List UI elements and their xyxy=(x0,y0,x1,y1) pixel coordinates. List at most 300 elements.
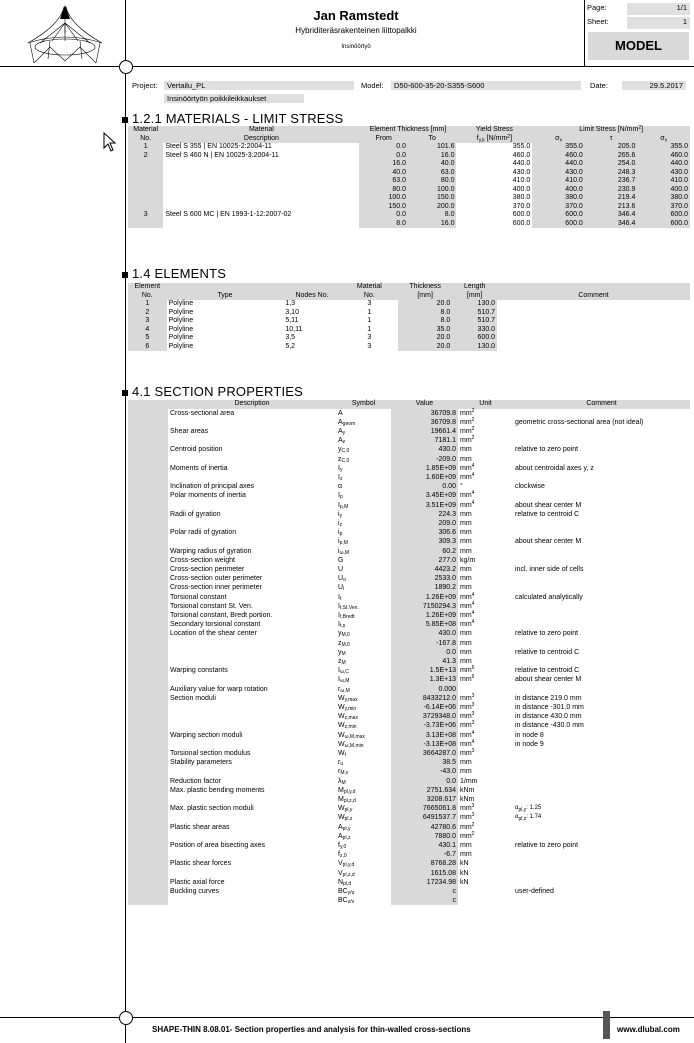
mouse-cursor-icon xyxy=(103,132,117,152)
property-description: Cross-section perimeter xyxy=(170,565,245,573)
date-value-wrap xyxy=(622,81,686,90)
property-comment xyxy=(513,850,690,859)
property-description: Location of the shear center xyxy=(170,630,257,638)
property-comment-sub: pl,z xyxy=(518,816,527,823)
property-value: 1.3E+13 xyxy=(391,675,458,684)
property-symbol xyxy=(336,666,391,675)
property-value: -6.7 xyxy=(391,850,458,859)
property-unit-base: mm xyxy=(460,648,472,656)
property-symbol-sub: M,0 xyxy=(341,641,350,648)
material-description xyxy=(163,194,359,203)
property-description xyxy=(168,648,336,657)
property-gutter xyxy=(128,648,168,657)
property-comment xyxy=(513,602,690,611)
el-col-mat-no: No. xyxy=(341,292,398,301)
property-value: -6.14E+06 xyxy=(391,703,458,712)
property-unit xyxy=(458,675,513,684)
sp-col-symbol: Symbol xyxy=(336,400,391,409)
thickness-from: 0.0 xyxy=(359,143,408,152)
property-description xyxy=(168,455,336,464)
property-row xyxy=(128,721,690,730)
limit-tau: 213.6 xyxy=(585,203,638,212)
property-gutter xyxy=(128,813,168,822)
material-description: Steel S 460 N | EN 10025-3:2004-11 xyxy=(165,151,279,159)
property-symbol xyxy=(336,602,391,611)
property-symbol-base: BC xyxy=(338,888,348,896)
property-description: Reduction factor xyxy=(170,777,221,785)
property-unit xyxy=(458,685,513,694)
property-symbol-base: f xyxy=(338,842,340,850)
thickness-to: 150.0 xyxy=(408,194,457,203)
property-unit-base: mm xyxy=(460,446,472,454)
material-description xyxy=(163,186,359,195)
property-gutter xyxy=(128,639,168,648)
property-symbol-base: M xyxy=(338,786,344,794)
property-symbol-sub: i xyxy=(343,586,345,593)
property-unit xyxy=(458,878,513,887)
yield-stress: 600.0 xyxy=(512,211,531,218)
property-unit xyxy=(458,639,513,648)
property-symbol-base: U xyxy=(338,584,344,592)
yield-stress: 440.0 xyxy=(512,160,531,167)
property-symbol-sub: M xyxy=(341,660,346,667)
property-comment xyxy=(513,455,690,464)
limit-sigma-v: 430.0 xyxy=(637,169,690,178)
elements-table xyxy=(128,283,690,351)
property-comment xyxy=(513,795,690,804)
property-unit-base: mm xyxy=(460,657,472,665)
property-comment xyxy=(513,445,690,454)
limit-tau: 230.9 xyxy=(585,186,638,195)
element-no: 1 xyxy=(128,300,167,309)
yield-stress: 355.0 xyxy=(512,143,531,150)
property-comment-text: relative to zero point xyxy=(515,446,579,454)
property-comment xyxy=(513,813,690,822)
property-comment xyxy=(513,758,690,767)
element-length: 510.7 xyxy=(452,309,497,318)
property-comment-text: in distance -430.0 mm xyxy=(515,722,584,730)
property-description: Position of area bisecting axes xyxy=(170,842,265,850)
punch-hole-top xyxy=(119,60,133,74)
property-row xyxy=(128,629,690,638)
property-symbol xyxy=(336,464,391,473)
property-unit-base: mm xyxy=(460,667,472,675)
thickness-from: 16.0 xyxy=(359,160,408,169)
property-unit-base: mm xyxy=(460,519,472,527)
property-unit-exp: 3 xyxy=(471,692,475,699)
property-value: 8768.28 xyxy=(391,859,458,868)
property-row xyxy=(128,482,690,491)
limit-tau: 248.3 xyxy=(585,169,638,178)
property-unit-base: kNm xyxy=(460,786,475,794)
property-value: 430.0 xyxy=(391,629,458,638)
property-gutter xyxy=(128,565,168,574)
property-symbol-base: A xyxy=(338,437,343,445)
element-nodes: 5,2 xyxy=(285,342,296,350)
property-row xyxy=(128,418,690,427)
element-comment xyxy=(497,309,690,318)
property-symbol-base: i xyxy=(338,547,340,555)
property-unit xyxy=(458,859,513,868)
limit-tau: 346.4 xyxy=(585,220,638,229)
property-row xyxy=(128,841,690,850)
material-description: Steel S 355 | EN 10025-2:2004-11 xyxy=(165,143,272,150)
property-description: Plastic axial force xyxy=(170,878,225,886)
property-gutter xyxy=(128,758,168,767)
property-gutter xyxy=(128,464,168,473)
property-row xyxy=(128,878,690,887)
property-symbol-sub: pl,z xyxy=(344,816,353,823)
property-symbol-base: W xyxy=(338,740,345,748)
elements-section-title: 1.4 ELEMENTS xyxy=(132,266,227,281)
element-material: 1 xyxy=(367,308,372,316)
thickness-to: 101.6 xyxy=(408,143,457,152)
thickness-to: 200.0 xyxy=(408,203,457,212)
property-description: Max. plastic section moduli xyxy=(170,805,254,813)
element-type: Polyline xyxy=(168,325,194,333)
property-row xyxy=(128,896,690,905)
property-comment xyxy=(513,777,690,786)
property-unit-exp: 2 xyxy=(471,416,475,423)
limit-sigma-x: 440.0 xyxy=(532,160,585,169)
property-symbol-sub: geom xyxy=(342,420,356,427)
property-comment xyxy=(513,547,690,556)
property-comment xyxy=(513,629,690,638)
property-symbol-sub: t,Bredt xyxy=(339,614,355,621)
property-unit-base: mm xyxy=(460,823,472,831)
property-symbol-base: V xyxy=(338,860,343,868)
property-symbol-base: W xyxy=(338,722,345,730)
property-symbol-sub: pl,z,d xyxy=(343,798,356,805)
project-sub-wrap xyxy=(164,94,354,103)
element-length: 600.0 xyxy=(452,334,497,343)
element-row xyxy=(128,309,690,318)
yield-stress: 380.0 xyxy=(512,194,531,201)
property-gutter xyxy=(128,685,168,694)
property-symbol xyxy=(336,767,391,776)
property-symbol xyxy=(336,685,391,694)
col-sx-sub: x xyxy=(559,137,562,143)
property-symbol-base: y xyxy=(338,630,342,638)
property-gutter xyxy=(128,427,168,436)
property-unit-base: mm xyxy=(460,575,472,583)
property-gutter xyxy=(128,528,168,537)
col-yield: Yield Stress xyxy=(456,126,532,135)
property-gutter xyxy=(128,896,168,905)
property-symbol-base: I xyxy=(338,621,340,629)
element-length: 510.7 xyxy=(452,317,497,326)
property-symbol xyxy=(336,409,391,418)
property-value: 3.45E+09 xyxy=(391,491,458,500)
punch-hole-bottom xyxy=(119,1011,133,1025)
limit-sigma-x: 400.0 xyxy=(532,186,585,195)
property-symbol xyxy=(336,519,391,528)
property-unit-base: mm xyxy=(460,713,472,721)
property-symbol-sub: z xyxy=(339,476,343,483)
property-description: Torsional constant xyxy=(170,593,227,601)
element-row xyxy=(128,317,690,326)
property-comment xyxy=(513,786,690,795)
property-comment xyxy=(513,740,690,749)
property-unit-base: mm xyxy=(460,805,472,813)
property-symbol-base: N xyxy=(338,878,344,886)
property-row xyxy=(128,795,690,804)
material-row xyxy=(128,152,690,161)
property-gutter xyxy=(128,804,168,813)
limit-sigma-x: 430.0 xyxy=(532,169,585,178)
el-col-thick-unit: [mm] xyxy=(398,292,452,301)
sp-col-comment: Comment xyxy=(513,400,690,409)
property-symbol-sub: o xyxy=(343,577,346,584)
el-col-no: No. xyxy=(128,292,167,301)
property-unit xyxy=(458,777,513,786)
property-comment xyxy=(513,464,690,473)
material-no xyxy=(128,203,163,212)
property-unit xyxy=(458,850,513,859)
el-col-type: Type xyxy=(167,292,284,301)
property-unit-base: kNm xyxy=(460,796,475,804)
property-symbol-sub: y,min xyxy=(344,706,357,713)
property-symbol-base: i xyxy=(338,529,340,537)
property-unit xyxy=(458,547,513,556)
materials-table xyxy=(128,126,690,228)
element-thickness: 8.0 xyxy=(398,317,452,326)
property-value: 1.60E+09 xyxy=(391,473,458,482)
property-value: 1.5E+13 xyxy=(391,666,458,675)
property-unit-base: ° xyxy=(460,483,463,491)
col-material2: Material xyxy=(163,126,359,135)
limit-sigma-x: 600.0 xyxy=(532,211,585,220)
date-value: 29.5.2017 xyxy=(622,81,686,90)
property-gutter xyxy=(128,869,168,878)
property-row xyxy=(128,685,690,694)
yield-stress: 600.0 xyxy=(512,219,531,227)
property-symbol-base: r xyxy=(338,685,341,693)
property-unit-base: mm xyxy=(460,437,472,445)
property-unit xyxy=(458,491,513,500)
property-symbol-base: W xyxy=(338,713,345,721)
element-no: 4 xyxy=(128,326,167,335)
property-symbol-base: W xyxy=(338,805,345,813)
property-unit-base: mm xyxy=(460,750,472,758)
property-comment xyxy=(513,721,690,730)
property-unit xyxy=(458,648,513,657)
property-symbol-sub: M xyxy=(341,650,346,657)
el-col-material: Material xyxy=(341,283,398,292)
property-row xyxy=(128,859,690,868)
property-comment xyxy=(513,675,690,684)
footer-website[interactable]: www.dlubal.com xyxy=(617,1025,680,1034)
property-comment-text: relative to centroid C xyxy=(515,648,580,656)
property-gutter xyxy=(128,519,168,528)
material-row xyxy=(128,220,690,229)
material-description: Steel S 600 MC | EN 1993-1-12:2007-02 xyxy=(165,211,292,218)
property-comment-text: relative to centroid C xyxy=(515,667,580,675)
property-comment-text: user-defined xyxy=(515,888,554,896)
property-symbol xyxy=(336,547,391,556)
material-row xyxy=(128,177,690,186)
project-value-wrap xyxy=(164,81,354,90)
property-unit xyxy=(458,464,513,473)
property-value: 7181.1 xyxy=(391,436,458,445)
property-value: 7880.0 xyxy=(391,832,458,841)
property-gutter xyxy=(128,574,168,583)
property-comment-text: in node 8 xyxy=(515,731,544,739)
property-comment xyxy=(513,519,690,528)
property-row xyxy=(128,731,690,740)
property-comment-text: α xyxy=(515,814,519,821)
yield-stress: 410.0 xyxy=(512,177,531,184)
property-symbol xyxy=(336,841,391,850)
property-row xyxy=(128,409,690,418)
sp-col-unit: Unit xyxy=(458,400,513,409)
limit-sigma-x: 460.0 xyxy=(532,152,585,161)
col-limit-label: Limit Stress [N/mm xyxy=(579,126,639,133)
element-type: Polyline xyxy=(168,308,194,316)
property-unit xyxy=(458,593,513,602)
property-description: Warping radius of gyration xyxy=(170,547,252,555)
el-col-length-unit: [mm] xyxy=(452,292,497,301)
property-symbol xyxy=(336,574,391,583)
property-symbol xyxy=(336,611,391,620)
thickness-from: 63.0 xyxy=(359,177,408,186)
property-value: 430.1 xyxy=(391,841,458,850)
property-comment-text: in distance 430.0 mm xyxy=(515,713,582,721)
page-info xyxy=(587,3,690,30)
property-row xyxy=(128,786,690,795)
property-row xyxy=(128,519,690,528)
property-symbol xyxy=(336,482,391,491)
col-thickness: Element Thickness [mm] xyxy=(359,126,456,135)
col-fyk: fy,k $[N/mm^2]$ xyxy=(456,135,532,144)
property-comment xyxy=(513,666,690,675)
property-value: 7150294.3 xyxy=(391,602,458,611)
property-unit xyxy=(458,832,513,841)
property-gutter xyxy=(128,611,168,620)
property-description: Polar radii of gyration xyxy=(170,529,237,537)
property-gutter xyxy=(128,445,168,454)
property-row xyxy=(128,758,690,767)
property-gutter xyxy=(128,703,168,712)
property-value: 3664287.0 xyxy=(391,749,458,758)
property-unit-exp: 3 xyxy=(471,803,475,810)
thickness-from: 0.0 xyxy=(359,152,408,161)
limit-sigma-v: 355.0 xyxy=(637,143,690,152)
property-symbol-sub: ω,M xyxy=(339,549,350,556)
property-gutter xyxy=(128,409,168,418)
col-fyk-sub: y,k xyxy=(478,137,485,143)
project-title: Hybriditeräsrakenteinen liittopalkki xyxy=(295,26,417,35)
property-value: c xyxy=(391,887,458,896)
project-label: Project: xyxy=(132,81,158,90)
property-unit xyxy=(458,537,513,546)
property-description: Cross-sectional area xyxy=(170,409,235,417)
property-unit xyxy=(458,804,513,813)
property-symbol-sub: z,min xyxy=(344,724,357,731)
property-symbol-base: U xyxy=(338,565,344,573)
property-description: Max. plastic bending moments xyxy=(170,786,265,794)
property-description: Centroid position xyxy=(170,446,223,454)
property-symbol-sub: u xyxy=(340,761,344,768)
property-value: 3.51E+09 xyxy=(391,501,458,510)
property-unit-exp: 4 xyxy=(471,490,475,497)
property-gutter xyxy=(128,593,168,602)
material-no xyxy=(128,186,163,195)
property-description xyxy=(168,519,336,528)
property-unit-base: kN xyxy=(460,869,469,877)
property-unit xyxy=(458,620,513,629)
property-comment-text: α xyxy=(515,805,519,812)
property-value: 0.0 xyxy=(391,648,458,657)
property-symbol-sub: z/v xyxy=(347,899,355,906)
property-unit xyxy=(458,841,513,850)
property-symbol-base: A xyxy=(338,832,343,840)
property-row xyxy=(128,823,690,832)
property-value: 2533.0 xyxy=(391,574,458,583)
property-symbol-base: A xyxy=(338,418,343,426)
property-value: 1890.2 xyxy=(391,583,458,592)
property-gutter xyxy=(128,749,168,758)
property-symbol-sub: p xyxy=(339,494,343,501)
element-comment xyxy=(497,300,690,309)
thickness-from: 0.0 xyxy=(359,211,408,220)
property-comment xyxy=(513,731,690,740)
element-nodes: 10,11 xyxy=(285,325,303,333)
property-description: Plastic shear forces xyxy=(170,860,232,868)
property-comment-text: in distance -301.0 mm xyxy=(515,704,584,711)
material-row xyxy=(128,143,690,152)
property-symbol-base: V xyxy=(338,869,343,877)
property-unit-base: mm xyxy=(460,409,472,417)
property-symbol-sub: t,s xyxy=(339,623,346,630)
section-properties-table xyxy=(128,400,690,905)
element-row xyxy=(128,300,690,309)
property-row xyxy=(128,611,690,620)
property-comment-text: about shear center M xyxy=(515,501,582,509)
property-unit xyxy=(458,583,513,592)
yield-stress: 430.0 xyxy=(512,168,531,176)
property-symbol-sub: p xyxy=(339,531,343,538)
property-unit-exp: 4 xyxy=(471,609,475,616)
property-symbol xyxy=(336,749,391,758)
property-symbol-base: I xyxy=(338,602,340,610)
property-symbol-sub: ω,M xyxy=(339,678,350,685)
col-limit: Limit Stress $[N/mm^2]$ xyxy=(532,126,690,135)
property-unit-base: kN xyxy=(460,860,469,868)
property-unit xyxy=(458,519,513,528)
element-material: 3 xyxy=(367,342,372,350)
property-gutter xyxy=(128,887,168,896)
property-value: -43.0 xyxy=(391,767,458,776)
property-unit xyxy=(458,565,513,574)
project-subtitle: Insinöörtyö xyxy=(341,44,371,50)
material-no xyxy=(128,177,163,186)
margin-line xyxy=(125,0,126,1043)
property-unit xyxy=(458,629,513,638)
property-symbol-base: I xyxy=(338,667,340,675)
property-value: 17234.98 xyxy=(391,878,458,887)
property-symbol xyxy=(336,896,391,905)
property-symbol-base: f xyxy=(338,851,340,859)
property-unit xyxy=(458,482,513,491)
limit-sigma-x: 355.0 xyxy=(532,143,585,152)
property-description: Plastic shear areas xyxy=(170,823,230,831)
property-symbol-base: z xyxy=(338,639,342,647)
property-symbol-sub: y,0 xyxy=(339,844,347,851)
property-unit xyxy=(458,712,513,721)
property-value: 1.85E+09 xyxy=(391,464,458,473)
limit-sigma-v: 400.0 xyxy=(637,186,690,195)
